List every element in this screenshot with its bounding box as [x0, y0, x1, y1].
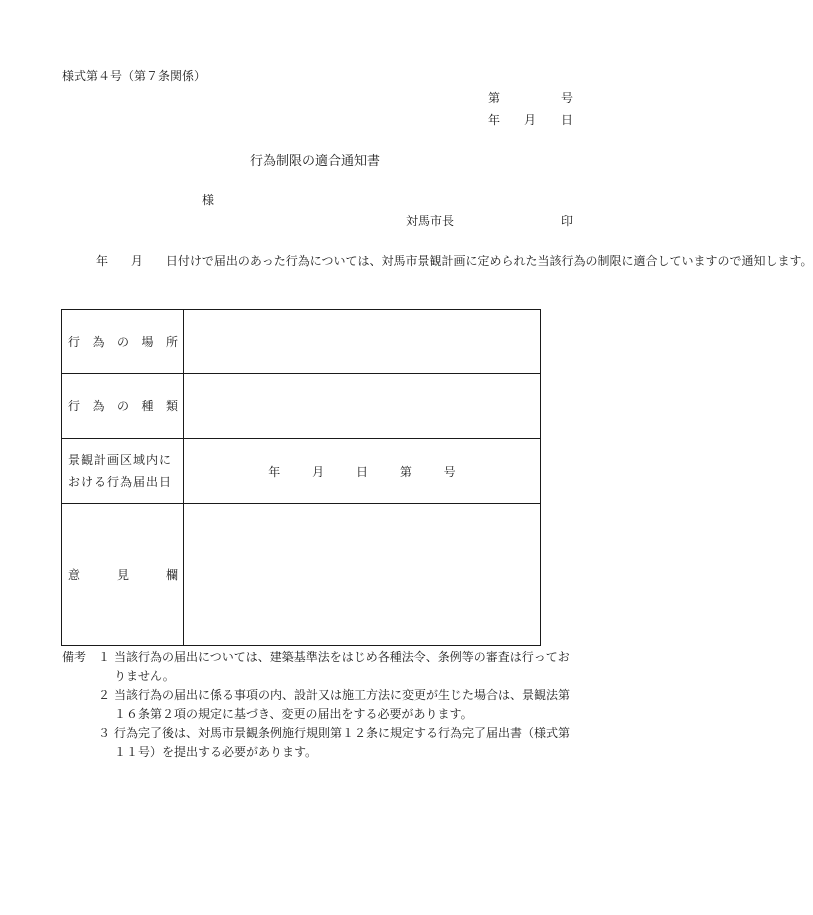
table-row — [62, 374, 541, 439]
filing-day: 日 — [355, 464, 368, 479]
table-row — [62, 310, 541, 374]
table-row — [62, 439, 541, 504]
table-row — [62, 504, 541, 646]
doc-number-prefix: 第 — [488, 91, 501, 105]
form-number: 様式第４号（第７条関係） — [62, 69, 207, 83]
remark-item — [62, 648, 578, 686]
row-value-location — [184, 310, 541, 374]
row-value-type — [184, 374, 541, 439]
filing-number-suffix: 号 — [443, 464, 456, 479]
document-title: 行為制限の適合通知書 — [249, 154, 380, 169]
issue-date-month: 月 — [524, 113, 537, 127]
filing-number-prefix: 第 — [399, 464, 412, 479]
remark-number: ３ — [98, 726, 111, 740]
body-month: 月 — [130, 254, 143, 268]
row-label-filing-date: 景観計画区域内における行為届出日 — [62, 439, 184, 504]
filing-date-fields — [184, 463, 540, 480]
remarks-heading: 備考 — [62, 650, 87, 664]
remark-number: ２ — [98, 688, 111, 702]
row-label-type: 行為の種類 — [62, 374, 184, 439]
body-text: 日付けで届出のあった行為については、対馬市景観計画に定められた当該行為の制限に適合していますので通知します。 — [165, 254, 813, 268]
notification-body — [62, 250, 813, 272]
row-value-filing-date — [184, 439, 541, 504]
filing-year: 年 — [268, 464, 281, 479]
issuer-name: 対馬市長 — [406, 214, 455, 228]
addressee-suffix: 様 — [202, 193, 215, 207]
seal-mark: 印 — [561, 214, 574, 228]
remark-text: 当該行為の届出に係る事項の内、設計又は施工方法に変更が生じた場合は、景観法第１６条第２項の規定に基づき、変更の届出をする必要があります。 — [114, 688, 571, 721]
notification-table — [61, 309, 541, 646]
remark-item — [62, 724, 578, 762]
remark-item — [62, 686, 578, 724]
row-label-location: 行為の場所 — [62, 310, 184, 374]
remark-text: 行為完了後は、対馬市景観条例施行規則第１２条に規定する行為完了届出書（様式第１１号）を提出する必要があります。 — [114, 726, 571, 759]
body-year: 年 — [96, 254, 109, 268]
remarks-section — [62, 648, 578, 762]
doc-number-suffix: 号 — [561, 91, 574, 105]
row-label-opinion: 意見欄 — [62, 504, 184, 646]
issue-date-year: 年 — [488, 113, 501, 127]
row-value-opinion — [184, 504, 541, 646]
filing-month: 月 — [312, 464, 325, 479]
remark-number: １ — [98, 650, 111, 664]
remark-text: 当該行為の届出については、建築基準法をはじめ各種法令、条例等の審査は行っておりません。 — [114, 650, 570, 683]
issue-date-day: 日 — [561, 113, 574, 127]
